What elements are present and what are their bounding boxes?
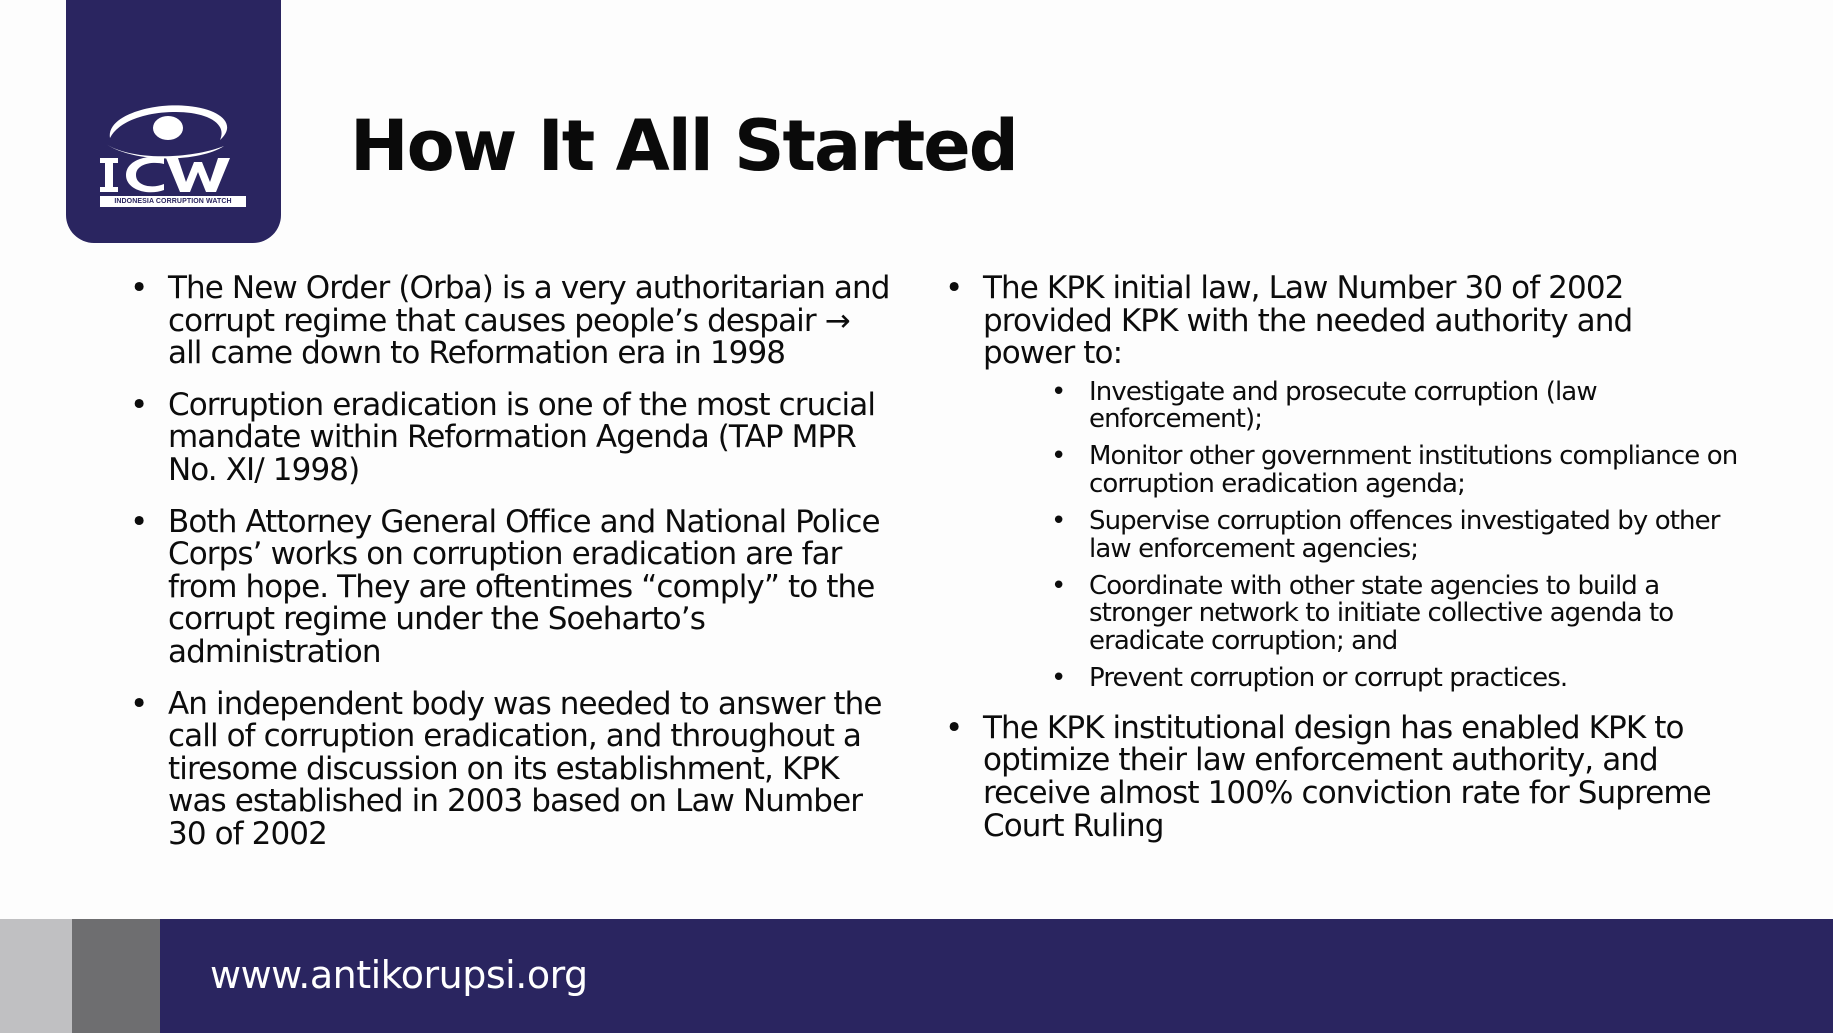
footer-strip-light xyxy=(0,919,72,1033)
sub-bullet-prevent: • Prevent corruption or corrupt practices. xyxy=(1051,665,1765,693)
sub-bullet-investigate: • Investigate and prosecute corruption (law enforcement); xyxy=(1051,379,1765,434)
footer-strip-dark xyxy=(72,919,160,1033)
sub-bullet-supervise: • Supervise corruption offences investigated by other law enforcement agencies; xyxy=(1051,508,1765,563)
icw-logo xyxy=(66,0,281,243)
right-bullet-list xyxy=(945,270,1738,844)
bullet-institutional-design: • The KPK institutional design has enabled KPK to optimize their law enforcement authority, and receive almost 100% conviction rate for Supreme Court Ruling xyxy=(945,712,1725,842)
kpk-law-intro: The KPK initial law, Law Number 30 of 2002 provided KPK with the needed authority and power to: xyxy=(983,270,1633,372)
bullet-kpk-initial-law xyxy=(945,270,1738,694)
sub-bullet-coordinate: • Coordinate with other state agencies to build a stronger network to initiate collective agenda to eradicate corruption; and xyxy=(1051,573,1765,656)
footer-url: www.antikorupsi.org xyxy=(210,953,588,997)
bullet-reformation-agenda: • Corruption eradication is one of the most crucial mandate within Reformation Agenda (TAP MPR No. XI/ 1998) xyxy=(130,389,890,487)
logo-subtitle: INDONESIA CORRUPTION WATCH xyxy=(100,196,246,207)
kpk-authority-list xyxy=(983,376,1738,694)
sub-bullet-monitor: • Monitor other government institutions compliance on corruption eradication agenda; xyxy=(1051,443,1765,498)
right-column xyxy=(945,270,1738,861)
icw-logo-icon xyxy=(96,100,248,195)
slide-title: How It All Started xyxy=(350,105,1017,187)
footer-bar xyxy=(0,919,1833,1033)
left-bullet-list xyxy=(130,272,890,851)
bullet-independent-body: • An independent body was needed to answer the call of corruption eradication, and throughout a tiresome discussion on its establishment, KPK was established in 2003 based on Law Number 30 of 2002 xyxy=(130,688,890,851)
bullet-attorney-police: • Both Attorney General Office and National Police Corps’ works on corruption eradication are far from hope. They are oftentimes “comply” to the corrupt regime under the Soeharto’s administration xyxy=(130,506,890,669)
left-column xyxy=(130,272,890,870)
bullet-new-order: • The New Order (Orba) is a very authoritarian and corrupt regime that causes people’s despair → all came down to Reformation era in 1998 xyxy=(130,272,890,370)
